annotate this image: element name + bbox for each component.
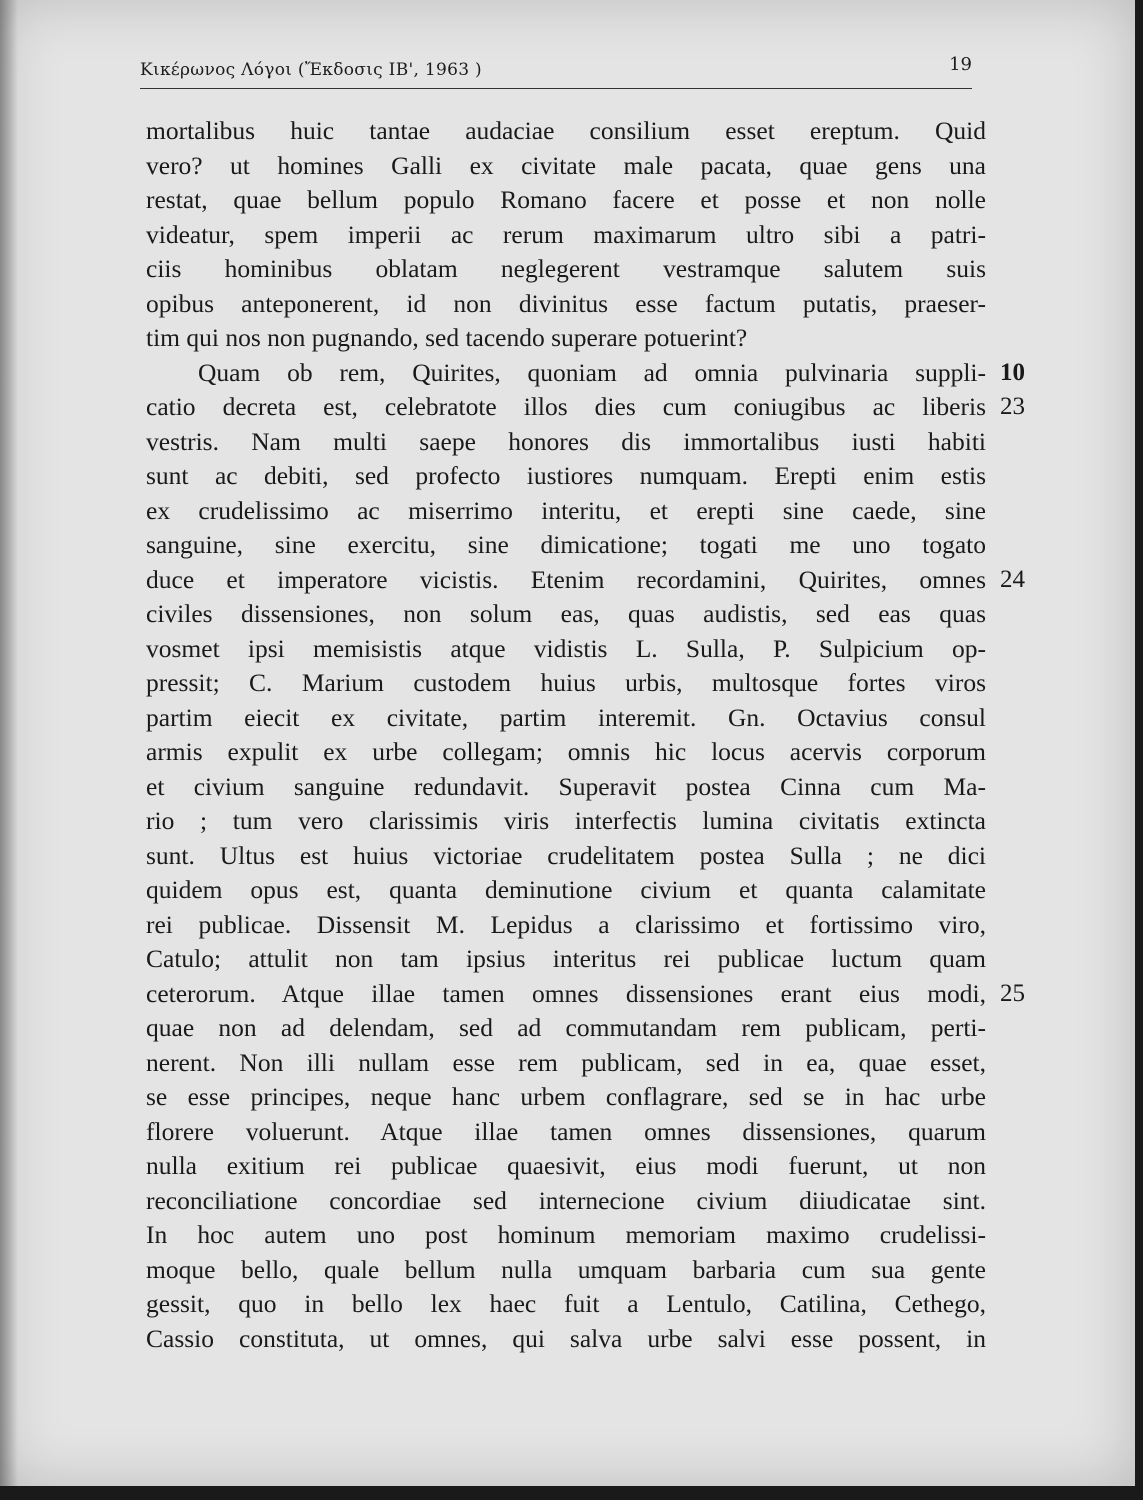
text-line: reconciliatione concordiae sed internecione civium diiudicatae sint. — [146, 1185, 986, 1215]
text-line: Quam ob rem, Quirites, quoniam ad omnia pulvinaria suppli- 10 — [146, 356, 986, 391]
text-line: civiles dissensiones, non solum eas, quas audistis, sed eas quas — [146, 599, 986, 628]
text-line: armis expulit ex urbe collegam; omnis hic locus acervis corporum — [146, 737, 986, 766]
text-line: In hoc autem uno post hominum memoriam maximo crudelissi- — [146, 1220, 986, 1249]
text-line: vero? ut homines Galli ex civitate male pacata, quae gens una — [146, 150, 986, 180]
text-line: duce et imperatore vicistis. Etenim recordamini, Quirites, omnes 24 — [146, 563, 986, 598]
text-line: quidem opus est, quanta deminutione civium et quanta calamitate — [146, 875, 986, 904]
text-line: florere voluerunt. Atque illae tamen omnes dissensiones, quarum — [146, 1116, 986, 1146]
text-line: ceterorum. Atque illae tamen omnes dissensiones erant eius modi, 25 — [146, 977, 986, 1012]
text-line: rei publicae. Dissensit M. Lepidus a clarissimo et fortissimo viro, — [146, 909, 986, 939]
text-line: opibus anteponerent, id non divinitus esse factum putatis, praeser- — [146, 288, 986, 318]
text-line: nulla exitium rei publicae quaesivit, eius modi fuerunt, ut non — [146, 1151, 986, 1180]
text-line: pressit; C. Marium custodem huius urbis, multosque fortes viros — [146, 668, 986, 697]
text-line: moque bello, quale bellum nulla umquam barbaria cum sua gente — [146, 1254, 986, 1284]
chapter-number: 10 — [1000, 358, 1025, 386]
text-line: ciis hominibus oblatam neglegerent vestramque salutem suis — [146, 254, 986, 283]
text-line: partim eiecit ex civitate, partim interemit. Gn. Octavius consul — [146, 702, 986, 732]
text-line: catio decreta est, celebratote illos dies cum coniugibus ac liberis 23 — [146, 390, 986, 425]
running-header — [140, 54, 972, 89]
page-number: 19 — [949, 54, 972, 75]
section-number: 24 — [1000, 565, 1025, 593]
text-line: se esse principes, neque hanc urbem conflagrare, sed se in hac urbe — [146, 1082, 986, 1111]
text-line: sunt ac debiti, sed profecto iustiores numquam. Erepti enim estis — [146, 461, 986, 490]
binding-shadow — [0, 0, 18, 1486]
text-line: sunt. Ultus est huius victoriae crudelitatem postea Sulla ; ne dici — [146, 840, 986, 870]
text-line: rio ; tum vero clarissimis viris interfectis lumina civitatis extincta — [146, 806, 986, 835]
text-line: Catulo; attulit non tam ipsius interitus rei publicae luctum quam — [146, 944, 986, 973]
text-line: gessit, quo in bello lex haec fuit a Lentulo, Catilina, Cethego, — [146, 1289, 986, 1318]
text-line: videatur, spem imperii ac rerum maximarum ultro sibi a patri- — [146, 219, 986, 249]
section-number: 23 — [1000, 393, 1025, 420]
body-text — [146, 114, 1025, 1356]
text-line: nerent. Non illi nullam esse rem publicam, sed in ea, quae esset, — [146, 1047, 986, 1077]
text-line: quae non ad delendam, sed ad commutandam rem publicam, perti- — [146, 1013, 986, 1042]
running-title: Κικέρωνος Λόγοι (Ἔκδοσις ΙΒ', 1963 ) — [140, 60, 482, 80]
text-line: et civium sanguine redundavit. Superavit postea Cinna cum Ma- — [146, 771, 986, 801]
text-line: vosmet ipsi memisistis atque vidistis L. Sulla, P. Sulpicium op- — [146, 633, 986, 663]
text-line: vestris. Nam multi saepe honores dis immortalibus iusti habiti — [146, 426, 986, 456]
text-line: mortalibus huic tantae audaciae consilium esset ereptum. Quid — [146, 116, 986, 145]
text-line: sanguine, sine exercitu, sine dimicatione; togati me uno togato — [146, 530, 986, 559]
section-number: 25 — [1000, 979, 1025, 1007]
text-line: ex crudelissimo ac miserrimo interitu, et erepti sine caede, sine — [146, 495, 986, 525]
text-line: tim qui nos non pugnando, sed tacendo superare potuerint? — [146, 323, 748, 352]
text-line: restat, quae bellum populo Romano facere et posse et non nolle — [146, 185, 986, 214]
text-line: Cassio constituta, ut omnes, qui salva urbe salvi esse possent, in — [146, 1323, 986, 1353]
